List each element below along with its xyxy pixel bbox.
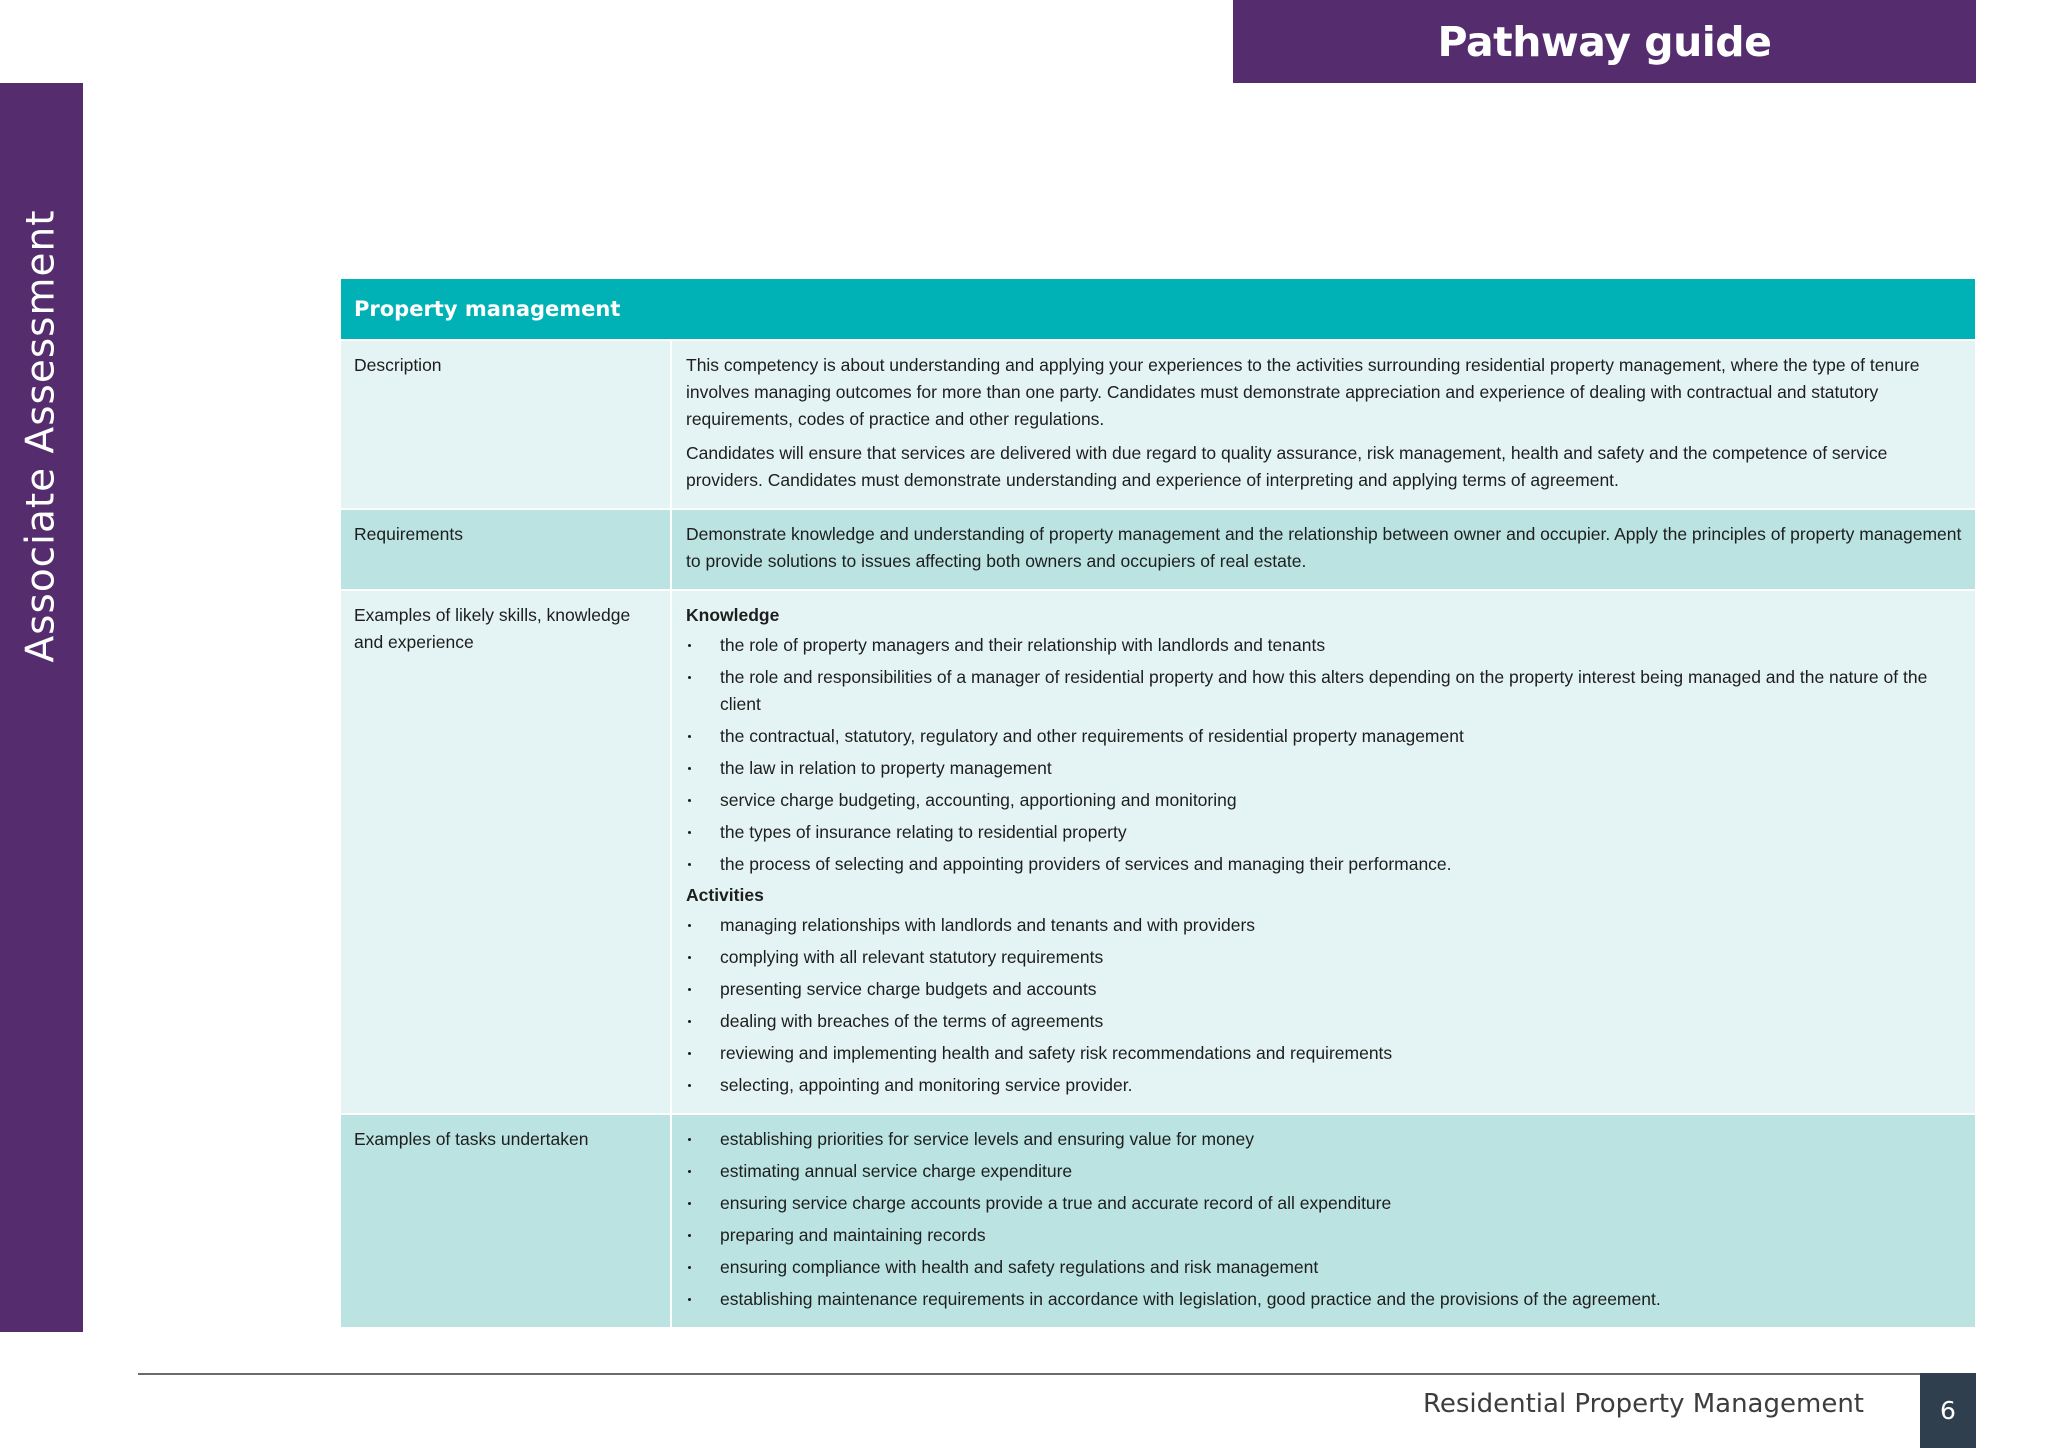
list-item: the role of property managers and their relationship with landlords and tenants [686,632,1963,659]
footer-divider [138,1373,1976,1375]
list-item: complying with all relevant statutory requirements [686,944,1963,971]
row-content [672,1115,1975,1327]
list-item: ensuring compliance with health and safety regulations and risk management [686,1254,1963,1281]
row-label: Description [341,341,672,508]
list-item: reviewing and implementing health and safety risk recommendations and requirements [686,1040,1963,1067]
list-item: the contractual, statutory, regulatory and other requirements of residential property management [686,723,1963,750]
competency-table [341,279,1975,1327]
list-item: estimating annual service charge expenditure [686,1158,1963,1185]
header-banner [1233,0,1976,83]
list-item: the types of insurance relating to residential property [686,819,1963,846]
list-item: managing relationships with landlords and tenants and with providers [686,912,1963,939]
table-row-tasks [341,1115,1975,1327]
list-item: preparing and maintaining records [686,1222,1963,1249]
list-item: establishing priorities for service levels and ensuring value for money [686,1126,1963,1153]
list-item: the role and responsibilities of a manager of residential property and how this alters depending on the property interest being managed and the nature of the client [686,664,1963,718]
page-number-box [1920,1373,1976,1448]
page-title: Pathway guide [1437,17,1772,66]
requirements-text: Demonstrate knowledge and understanding of property management and the relationship between owner and occupier. Apply the principles of property management to provide solutions to issues affecting both owners and occupiers of real estate. [686,524,1962,571]
row-label: Examples of tasks undertaken [341,1115,672,1327]
page-number: 6 [1940,1396,1956,1425]
tasks-list [686,1126,1963,1313]
row-label: Examples of likely skills, knowledge and experience [341,591,672,1113]
list-item: service charge budgeting, accounting, apportioning and monitoring [686,787,1963,814]
row-content [672,591,1975,1113]
knowledge-heading: Knowledge [686,605,780,625]
sidebar-banner [0,83,83,1332]
list-item: dealing with breaches of the terms of agreements [686,1008,1963,1035]
sidebar-label: Associate Assessment [18,209,64,663]
description-paragraph: This competency is about understanding and applying your experiences to the activities surrounding residential property management, where the type of tenure involves managing outcomes for more than one party. Candidates must demonstrate appreciation and experience of dealing with contractual and statutory requirements, codes of practice and other regulations. [686,355,1920,429]
description-paragraph: Candidates will ensure that services are delivered with due regard to quality assurance, risk management, health and safety and the competence of service providers. Candidates must demonstrate understanding and experience of interpreting and applying terms of agreement. [686,443,1888,490]
list-item: the law in relation to property management [686,755,1963,782]
knowledge-list [686,632,1963,878]
activities-heading: Activities [686,885,764,905]
list-item: the process of selecting and appointing providers of services and managing their performance. [686,851,1963,878]
row-content [672,341,1975,508]
table-header [341,279,1975,339]
row-content [672,510,1975,589]
list-item: presenting service charge budgets and accounts [686,976,1963,1003]
table-row-skills [341,591,1975,1113]
list-item: establishing maintenance requirements in accordance with legislation, good practice and the provisions of the agreement. [686,1286,1963,1313]
table-row-description [341,341,1975,508]
list-item: selecting, appointing and monitoring service provider. [686,1072,1963,1099]
footer-title: Residential Property Management [1422,1389,1864,1419]
table-title: Property management [354,297,621,321]
list-item: ensuring service charge accounts provide a true and accurate record of all expenditure [686,1190,1963,1217]
row-label: Requirements [341,510,672,589]
table-row-requirements [341,510,1975,589]
activities-list [686,912,1963,1099]
